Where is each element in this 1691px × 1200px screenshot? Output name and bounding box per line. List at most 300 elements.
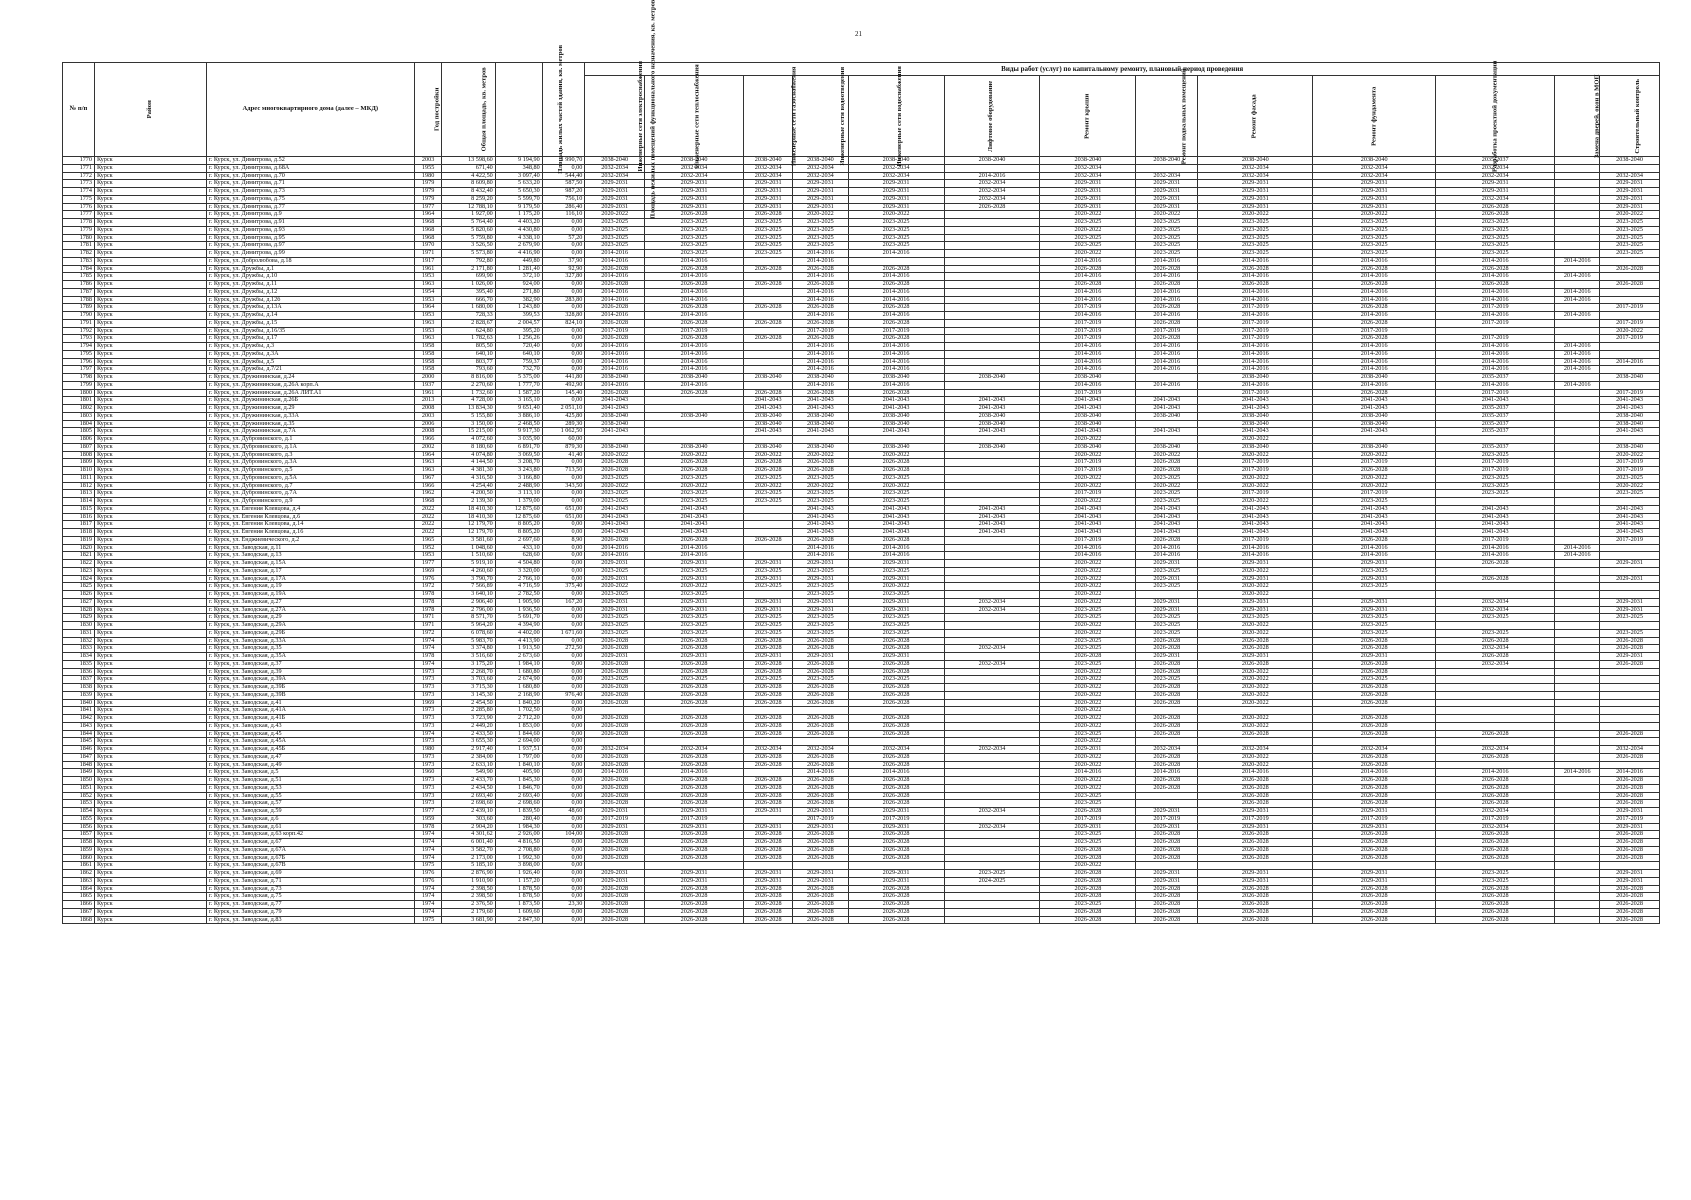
table-cell: 2023-2025 [793, 490, 848, 498]
table-cell: 2020-2022 [1040, 498, 1136, 506]
table-cell: 2029-2031 [585, 877, 645, 885]
table-cell: 2026-2028 [744, 800, 793, 808]
table-cell: 2026-2028 [585, 637, 645, 645]
table-cell: 2014-2016 [793, 257, 848, 265]
table-row [63, 164, 1660, 172]
table-cell: 1815 [63, 505, 95, 513]
table-cell: 2026-2028 [793, 389, 848, 397]
table-cell: 2023-2025 [848, 490, 944, 498]
table-cell [744, 350, 793, 358]
table-cell: 2026-2028 [585, 916, 645, 924]
table-cell: г. Курск, ул. Заводская, д.45 [206, 730, 414, 738]
table-cell: 2026-2028 [793, 753, 848, 761]
table-cell: 2029-2031 [793, 195, 848, 203]
table-cell: Курск [94, 583, 206, 591]
table-cell: г. Курск, ул. Заводская, д.15А [206, 560, 414, 568]
table-cell: 1 797,00 [495, 753, 542, 761]
table-cell: 5 155,80 [442, 412, 495, 420]
table-cell: 0,00 [542, 800, 585, 808]
table-cell: 2026-2028 [744, 854, 793, 862]
table-cell: 2032-2034 [744, 746, 793, 754]
table-cell: 2020-2022 [585, 583, 645, 591]
table-cell: 0,00 [542, 653, 585, 661]
table-cell [1555, 846, 1600, 854]
table-cell: 549,90 [442, 769, 495, 777]
table-cell: 1 905,90 [495, 598, 542, 606]
table-cell [1555, 560, 1600, 568]
table-cell: 4 816,50 [495, 839, 542, 847]
table-cell: 1 984,10 [495, 660, 542, 668]
table-cell: 2023-2025 [744, 614, 793, 622]
table-cell: 1782 [63, 250, 95, 258]
table-cell: 2038-2040 [1600, 420, 1660, 428]
table-cell: Курск [94, 715, 206, 723]
table-cell: 2014-2016 [645, 366, 744, 374]
table-cell: 0,00 [542, 715, 585, 723]
table-cell: 2041-2043 [1600, 513, 1660, 521]
table-cell: г. Курск, ул. Заводская, д.27А [206, 606, 414, 614]
table-cell: 2014-2016 [1555, 366, 1600, 374]
table-cell [944, 722, 1040, 730]
table-cell: 2029-2031 [744, 598, 793, 606]
table-cell: 2029-2031 [1313, 606, 1436, 614]
table-cell: 2041-2043 [848, 513, 944, 521]
table-cell: 2020-2022 [1198, 622, 1313, 630]
table-row [63, 296, 1660, 304]
table-cell: Курск [94, 529, 206, 537]
table-cell: 1980 [414, 172, 442, 180]
table-cell: 2041-2043 [585, 397, 645, 405]
table-cell: 2029-2031 [585, 188, 645, 196]
table-cell: 2041-2043 [1198, 505, 1313, 513]
table-cell: 2017-2019 [1040, 536, 1136, 544]
table-cell: 2014-2016 [1040, 381, 1136, 389]
col-header-work-type [1040, 76, 1136, 157]
table-cell: 2020-2022 [1198, 715, 1313, 723]
table-cell: г. Курск, ул. Евгения Клевцова, д.14 [206, 521, 414, 529]
table-cell: 2026-2028 [1040, 265, 1136, 273]
table-cell: 2020-2022 [1198, 676, 1313, 684]
table-cell: Курск [94, 172, 206, 180]
table-cell: 2026-2028 [744, 730, 793, 738]
table-cell: г. Курск, ул. Заводская, д.53 [206, 784, 414, 792]
table-cell [944, 761, 1040, 769]
table-cell: Курск [94, 335, 206, 343]
table-cell: 2029-2031 [793, 808, 848, 816]
table-cell [1600, 343, 1660, 351]
table-cell: г. Курск, ул. Добролюбова, д.18 [206, 257, 414, 265]
table-cell: г. Курск, ул. Заводская, д.35А [206, 653, 414, 661]
table-cell: 2026-2028 [1198, 839, 1313, 847]
table-cell [1555, 482, 1600, 490]
page-number: 21 [855, 30, 862, 38]
table-cell: 1 840,10 [495, 761, 542, 769]
table-cell: 2029-2031 [1600, 823, 1660, 831]
table-row [63, 327, 1660, 335]
table-cell: г. Курск, ул. Дружбы, д.14 [206, 312, 414, 320]
table-cell: 2041-2043 [848, 529, 944, 537]
table-cell: 2041-2043 [1040, 529, 1136, 537]
table-cell: 2035-2037 [1435, 374, 1554, 382]
table-cell: Курск [94, 893, 206, 901]
table-cell: 2038-2040 [645, 443, 744, 451]
table-cell: 2017-2019 [848, 815, 944, 823]
table-cell: 3 097,40 [495, 172, 542, 180]
table-cell: 23,30 [542, 901, 585, 909]
table-cell: 2029-2031 [645, 877, 744, 885]
table-row [63, 622, 1660, 630]
table-cell: 2 917,40 [442, 746, 495, 754]
table-cell: 2026-2028 [744, 761, 793, 769]
table-cell: 2014-2016 [1198, 296, 1313, 304]
table-cell: 2026-2028 [1136, 536, 1198, 544]
table-cell: 3 166,80 [495, 474, 542, 482]
table-cell: 2014-2016 [585, 273, 645, 281]
table-cell: 2026-2028 [793, 846, 848, 854]
col-header-work-type [1600, 76, 1660, 157]
table-cell [944, 730, 1040, 738]
table-cell: 1968 [414, 498, 442, 506]
table-cell: 1 510,60 [442, 552, 495, 560]
table-cell: 2014-2016 [1555, 358, 1600, 366]
table-cell: 1846 [63, 746, 95, 754]
table-cell: 2014-2016 [645, 257, 744, 265]
table-cell: 2029-2031 [585, 203, 645, 211]
table-cell: 2026-2028 [744, 908, 793, 916]
table-cell: 1790 [63, 312, 95, 320]
table-row [63, 684, 1660, 692]
table-row [63, 281, 1660, 289]
table-cell: 2017-2019 [1435, 536, 1554, 544]
table-cell: 2023-2025 [645, 226, 744, 234]
table-cell: 2026-2028 [1313, 792, 1436, 800]
table-cell: 2026-2028 [848, 265, 944, 273]
table-row [63, 784, 1660, 792]
table-cell: 1830 [63, 622, 95, 630]
table-cell: 405,90 [495, 769, 542, 777]
table-cell: 2026-2028 [645, 389, 744, 397]
table-cell: 2026-2028 [1136, 831, 1198, 839]
table-cell: 2014-2016 [1040, 544, 1136, 552]
table-cell: 2029-2031 [793, 188, 848, 196]
table-cell: г. Курск, ул. Димитрова, д.91 [206, 219, 414, 227]
table-cell: 2029-2031 [1136, 195, 1198, 203]
table-cell: 2029-2031 [585, 180, 645, 188]
table-cell: 2026-2028 [1435, 893, 1554, 901]
table-cell: 1844 [63, 730, 95, 738]
table-cell: 1 732,60 [442, 389, 495, 397]
table-cell: 2 697,60 [495, 536, 542, 544]
table-cell [1555, 877, 1600, 885]
table-cell: 0,00 [542, 668, 585, 676]
table-cell: 1970 [414, 242, 442, 250]
table-cell: 2026-2028 [1198, 777, 1313, 785]
table-cell: 2026-2028 [1040, 846, 1136, 854]
table-row [63, 234, 1660, 242]
table-cell: 2041-2043 [1040, 428, 1136, 436]
table-cell: 2026-2028 [1313, 265, 1436, 273]
table-cell: 1791 [63, 319, 95, 327]
table-cell: 2017-2019 [1198, 490, 1313, 498]
table-cell: 2029-2031 [645, 575, 744, 583]
table-cell: 2026-2028 [585, 722, 645, 730]
table-cell: 2026-2028 [1313, 467, 1436, 475]
table-cell: 2026-2028 [1600, 784, 1660, 792]
table-cell: 2032-2034 [1198, 164, 1313, 172]
table-cell [944, 893, 1040, 901]
table-cell: 1966 [414, 482, 442, 490]
table-cell: 2026-2028 [744, 281, 793, 289]
table-row [63, 792, 1660, 800]
table-cell: 2014-2016 [944, 172, 1040, 180]
table-cell: 2017-2019 [793, 327, 848, 335]
table-cell: 879,30 [542, 443, 585, 451]
table-cell: 327,80 [542, 273, 585, 281]
table-cell: 2032-2034 [1198, 746, 1313, 754]
table-cell: 41,40 [542, 451, 585, 459]
table-cell: 1 157,20 [495, 877, 542, 885]
table-cell: 2017-2019 [1198, 389, 1313, 397]
table-cell: 2029-2031 [645, 195, 744, 203]
col-header-work-type-label: Инженерные сети теплоснабжения [693, 63, 701, 168]
table-cell [944, 684, 1040, 692]
table-cell: 2029-2031 [793, 606, 848, 614]
table-cell: 2 904,20 [442, 823, 495, 831]
table-cell: 2032-2034 [1435, 746, 1554, 754]
table-cell: 2014-2016 [1198, 343, 1313, 351]
table-cell: Курск [94, 730, 206, 738]
table-cell: г. Курск, ул. Заводская, д.45А [206, 738, 414, 746]
table-cell [1555, 901, 1600, 909]
table-cell: 2 633,10 [442, 761, 495, 769]
table-cell: 2029-2031 [1040, 823, 1136, 831]
table-cell: 2 449,20 [442, 722, 495, 730]
table-cell: 2026-2028 [1136, 893, 1198, 901]
table-cell: 1837 [63, 676, 95, 684]
table-cell: 1958 [414, 350, 442, 358]
table-cell: 1856 [63, 823, 95, 831]
table-cell: 2032-2034 [1313, 172, 1436, 180]
table-cell: 1811 [63, 474, 95, 482]
table-cell: 2029-2031 [1198, 870, 1313, 878]
table-cell: 2041-2043 [1136, 397, 1198, 405]
table-cell: 2029-2031 [848, 606, 944, 614]
table-cell: 2017-2019 [1136, 327, 1198, 335]
table-cell: 1822 [63, 560, 95, 568]
table-cell: 2032-2034 [793, 172, 848, 180]
table-cell: 2020-2022 [1600, 327, 1660, 335]
table-cell: 0,00 [542, 281, 585, 289]
table-cell: 2026-2028 [1435, 846, 1554, 854]
table-cell: 6 001,40 [442, 839, 495, 847]
table-cell: 2014-2016 [1555, 257, 1600, 265]
table-cell: Курск [94, 451, 206, 459]
table-row [63, 676, 1660, 684]
table-cell: 2038-2040 [585, 420, 645, 428]
table-row [63, 893, 1660, 901]
table-cell: 2023-2025 [585, 498, 645, 506]
table-cell: 2023-2025 [1435, 482, 1554, 490]
table-cell: 2026-2028 [793, 660, 848, 668]
table-cell: г. Курск, ул. Дружбы, д.13А [206, 304, 414, 312]
table-cell: г. Курск, ул. Димитрова, д.9 [206, 211, 414, 219]
table-cell [1555, 591, 1600, 599]
table-cell: 2026-2028 [1136, 753, 1198, 761]
table-cell [944, 265, 1040, 273]
table-cell: 2 693,40 [495, 792, 542, 800]
table-cell: 2020-2022 [1040, 598, 1136, 606]
table-cell: 9 179,50 [495, 203, 542, 211]
table-cell: 2041-2043 [744, 428, 793, 436]
table-cell: 2014-2016 [1136, 350, 1198, 358]
table-cell: 2029-2031 [1136, 180, 1198, 188]
table-cell: 2 434,50 [442, 784, 495, 792]
table-cell: 2023-2025 [645, 490, 744, 498]
table-cell: 2029-2031 [1198, 823, 1313, 831]
table-row [63, 653, 1660, 661]
table-cell: 8 816,00 [442, 374, 495, 382]
table-cell: 2029-2031 [1198, 877, 1313, 885]
table-cell: 1814 [63, 498, 95, 506]
table-cell: Курск [94, 312, 206, 320]
table-cell: 2014-2016 [645, 381, 744, 389]
table-cell: 2041-2043 [944, 428, 1040, 436]
table-cell: 2026-2028 [848, 699, 944, 707]
table-cell: 13 598,60 [442, 157, 495, 165]
table-row [63, 172, 1660, 180]
table-cell: 2026-2028 [1313, 901, 1436, 909]
table-cell: 2 439,10 [442, 808, 495, 816]
table-cell: 343,50 [542, 482, 585, 490]
table-cell: 2026-2028 [793, 645, 848, 653]
table-cell: 2020-2022 [744, 482, 793, 490]
table-cell: 1959 [414, 815, 442, 823]
table-row [63, 753, 1660, 761]
table-cell: 2029-2031 [793, 575, 848, 583]
table-cell: 2026-2028 [848, 645, 944, 653]
table-cell: 0,00 [542, 250, 585, 258]
table-cell: 2041-2043 [848, 397, 944, 405]
table-cell: г. Курск, ул. Дружининская, д.24 [206, 374, 414, 382]
table-cell [1555, 676, 1600, 684]
table-cell: 2023-2025 [744, 242, 793, 250]
table-cell: 2017-2019 [1040, 467, 1136, 475]
table-cell: 2029-2031 [793, 870, 848, 878]
table-cell: 5 983,70 [442, 637, 495, 645]
table-cell: 2020-2022 [645, 451, 744, 459]
table-cell: 0,00 [542, 366, 585, 374]
table-cell: Курск [94, 777, 206, 785]
table-cell: 2029-2031 [848, 877, 944, 885]
col-header-work-type-label: Инженерные сети водоснабжения [895, 65, 903, 167]
table-cell: 2014-2016 [793, 366, 848, 374]
table-cell [1555, 583, 1600, 591]
table-cell [1600, 257, 1660, 265]
table-cell: 2023-2025 [585, 226, 645, 234]
table-cell: 2029-2031 [793, 180, 848, 188]
table-cell [1555, 242, 1600, 250]
table-cell: 2026-2028 [1313, 839, 1436, 847]
table-cell: 1 878,50 [495, 885, 542, 893]
table-cell: Курск [94, 560, 206, 568]
table-cell: 2026-2028 [848, 637, 944, 645]
table-cell: 2026-2028 [793, 730, 848, 738]
table-cell: 2041-2043 [1313, 529, 1436, 537]
table-cell: Курск [94, 265, 206, 273]
table-cell: 1971 [414, 614, 442, 622]
table-cell: г. Курск, ул. Дубровинского, д.7А [206, 490, 414, 498]
table-cell: Курск [94, 327, 206, 335]
table-cell: 2 828,67 [442, 319, 495, 327]
table-cell: 4 422,50 [442, 172, 495, 180]
table-cell: 2041-2043 [793, 529, 848, 537]
table-cell: г. Курск, ул. Димитрова, д.52 [206, 157, 414, 165]
table-cell: 2026-2028 [645, 668, 744, 676]
table-cell: 2017-2019 [1040, 389, 1136, 397]
table-cell: Курск [94, 800, 206, 808]
table-cell: 2038-2040 [793, 420, 848, 428]
table-cell: 2 708,80 [495, 846, 542, 854]
table-row [63, 730, 1660, 738]
table-cell: 2026-2028 [1313, 668, 1436, 676]
table-cell: 2014-2016 [1136, 381, 1198, 389]
table-cell: 2032-2034 [1136, 172, 1198, 180]
table-cell: Курск [94, 405, 206, 413]
table-row [63, 846, 1660, 854]
table-cell [944, 490, 1040, 498]
table-cell: 2014-2016 [1435, 343, 1554, 351]
table-row [63, 459, 1660, 467]
table-cell: 2041-2043 [585, 513, 645, 521]
table-cell: 1973 [414, 722, 442, 730]
table-cell: г. Курск, ул. Заводская, д.41 [206, 699, 414, 707]
table-cell: 2 004,57 [495, 319, 542, 327]
table-cell: 4 403,20 [495, 219, 542, 227]
table-cell: 2041-2043 [944, 405, 1040, 413]
table-cell: 2029-2031 [744, 877, 793, 885]
table-cell [744, 381, 793, 389]
table-cell: 2023-2025 [1136, 567, 1198, 575]
table-cell: 2029-2031 [1136, 598, 1198, 606]
col-header-work-type-label: Инженерные сети электроснабжения [637, 60, 645, 172]
table-cell: 8 571,70 [442, 614, 495, 622]
table-cell: 0,00 [542, 854, 585, 862]
table-cell [1555, 854, 1600, 862]
table-cell: 2023-2025 [1040, 901, 1136, 909]
table-cell: Курск [94, 699, 206, 707]
table-cell: 2029-2031 [744, 653, 793, 661]
table-cell: 2023-2025 [1600, 250, 1660, 258]
table-row [63, 180, 1660, 188]
table-cell: 1979 [414, 188, 442, 196]
table-cell: 2 694,00 [495, 738, 542, 746]
table-cell: 2022 [414, 505, 442, 513]
table-cell: 2014-2016 [1136, 288, 1198, 296]
table-cell: 2014-2016 [1313, 366, 1436, 374]
table-cell: 0,00 [542, 846, 585, 854]
table-cell: г. Курск, ул. Димитрова, д.70 [206, 172, 414, 180]
table-cell: 2014-2016 [848, 296, 944, 304]
table-row [63, 436, 1660, 444]
table-cell: 395,40 [442, 288, 495, 296]
table-cell: 2026-2028 [1313, 335, 1436, 343]
table-cell: 2041-2043 [1136, 405, 1198, 413]
table-cell: 0,00 [542, 839, 585, 847]
table-cell: 2026-2028 [645, 722, 744, 730]
table-cell: 1 048,60 [442, 544, 495, 552]
table-cell: 2029-2031 [848, 870, 944, 878]
table-cell: 2041-2043 [1136, 505, 1198, 513]
